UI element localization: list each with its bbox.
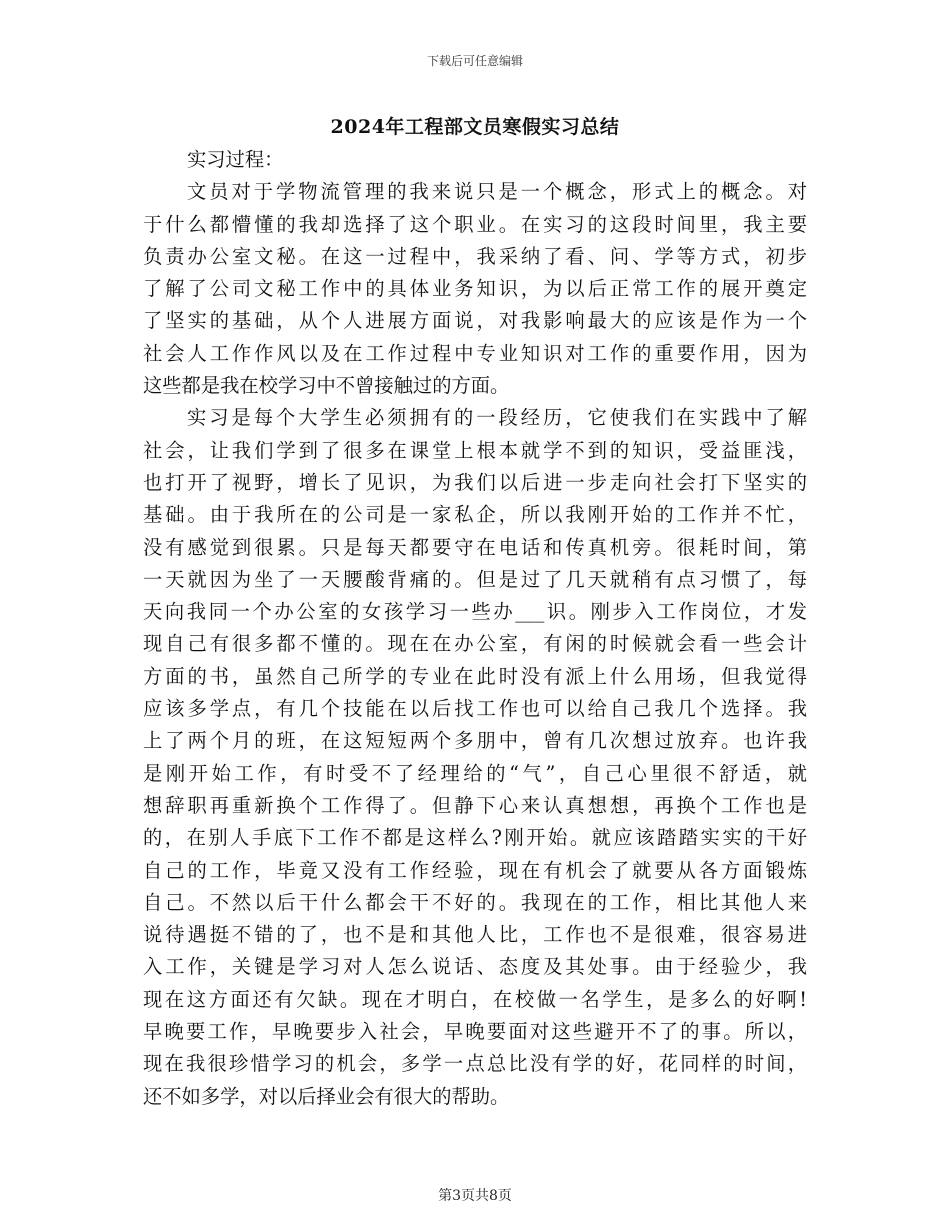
paragraph-line: 于什么都懵懂的我却选择了这个职业。在实习的这段时间里，我主要 [143,212,807,236]
paragraph-line: 社会，让我们学到了很多在课堂上根本就学不到的知识，受益匪浅， [143,438,807,462]
section-heading: 实习过程： [187,148,284,171]
paragraph-line: 还不如多学，对以后择业会有很大的帮助。 [143,1084,510,1108]
paragraph-line: 是刚开始工作，有时受不了经理给的“气”，自己心里很不舒适，就 [143,761,807,785]
paragraph-line: 自己。不然以后干什么都会干不好的。我现在的工作，相比其他人来 [143,890,807,914]
paragraph-line: 负责办公室文秘。在这一过程中，我采纳了看、问、学等方式，初步 [143,244,807,268]
paragraph-line: 方面的书，虽然自己所学的专业在此时没有派上什么用场，但我觉得 [143,664,807,688]
paragraph-line: 这些都是我在校学习中不曾接触过的方面。 [143,374,510,398]
paragraph-line: 文员对于学物流管理的我来说只是一个概念，形式上的概念。对 [187,180,807,204]
paragraph-line: 的，在别人手底下工作不都是这样么?刚开始。就应该踏踏实实的干好 [143,826,807,850]
paragraph-line: 天向我同一个办公室的女孩学习一些办___识。刚步入工作岗位，才发 [143,600,807,624]
paragraph-line: 没有感觉到很累。只是每天都要守在电话和传真机旁。很耗时间，第 [143,535,807,559]
paragraph-line: 现在这方面还有欠缺。现在才明白，在校做一名学生，是多么的好啊! [143,987,807,1011]
paragraph-line: 了解了公司文秘工作中的具体业务知识，为以后正常工作的展开奠定 [143,277,807,301]
paragraph-line: 现自己有很多都不懂的。现在在办公室，有闲的时候就会看一些会计 [143,632,807,656]
page-number: 第3页共8页 [438,1188,512,1204]
paragraph-line: 上了两个月的班，在这短短两个多朋中，曾有几次想过放弃。也许我 [143,729,807,753]
paragraph-line: 早晚要工作，早晚要步入社会，早晚要面对这些避开不了的事。所以， [143,1020,807,1044]
paragraph-line: 一天就因为坐了一天腰酸背痛的。但是过了几天就稍有点习惯了，每 [143,567,807,591]
paragraph-line: 也打开了视野，增长了见识，为我们以后进一步走向社会打下坚实的 [143,470,807,494]
paragraph-line: 自己的工作，毕竟又没有工作经验，现在有机会了就要从各方面锻炼 [143,858,807,882]
page-header-note: 下载后可任意编辑 [426,54,523,68]
paragraph-line: 了坚实的基础，从个人进展方面说，对我影响最大的应该是作为一个 [143,309,807,333]
paragraph-line: 想辞职再重新换个工作得了。但静下心来认真想想，再换个工作也是 [143,793,807,817]
document-body [143,144,807,1113]
paragraph-line: 社会人工作作风以及在工作过程中专业知识对工作的重要作用，因为 [143,341,807,365]
document-title: 2024年工程部文员寒假实习总结 [330,116,620,138]
paragraph-line: 基础。由于我所在的公司是一家私企，所以我刚开始的工作并不忙， [143,503,807,527]
paragraph-line: 实习是每个大学生必须拥有的一段经历，它使我们在实践中了解 [187,406,807,430]
paragraph-line: 入工作，关键是学习对人怎么说话、态度及其处事。由于经验少，我 [143,955,807,979]
paragraph-line: 现在我很珍惜学习的机会，多学一点总比没有学的好，花同样的时间， [143,1052,807,1076]
paragraph-line: 说待遇挺不错的了，也不是和其他人比，工作也不是很难，很容易进 [143,923,807,947]
paragraph-line: 应该多学点，有几个技能在以后找工作也可以给自己我几个选择。我 [143,697,807,721]
